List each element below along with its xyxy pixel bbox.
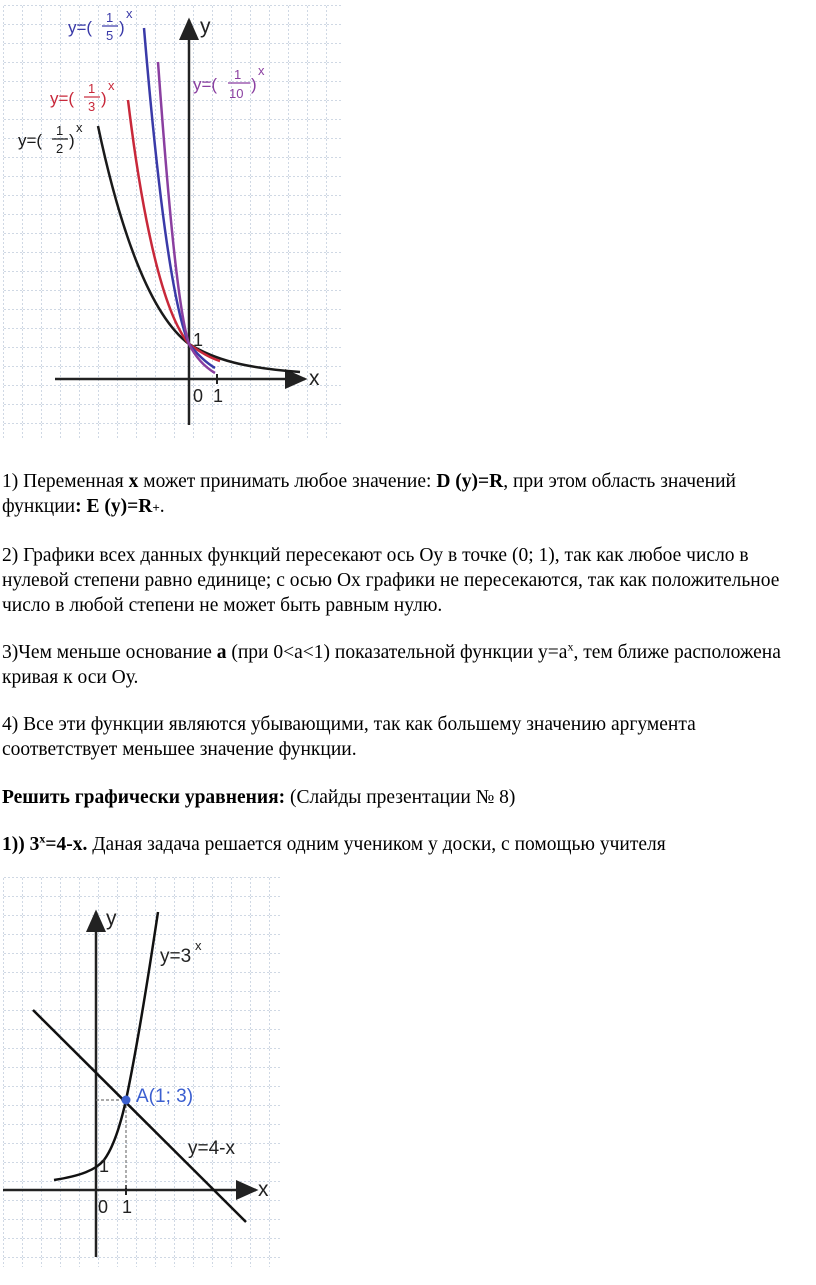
paragraph-4: 4) Все эти функции являются убывающими, так как большему значению аргумента соответствует меньшее значение функции. bbox=[2, 714, 696, 760]
svg-text:x: x bbox=[126, 6, 133, 21]
svg-text:y=(: y=( bbox=[68, 18, 93, 37]
svg-text:): ) bbox=[251, 75, 257, 94]
grid-background bbox=[3, 5, 343, 440]
figure-equation-graph bbox=[0, 872, 285, 1272]
p1-range: : E (y)=R bbox=[75, 496, 153, 517]
point-a bbox=[122, 1096, 131, 1105]
paragraph-3 bbox=[2, 640, 808, 690]
svg-text:): ) bbox=[69, 131, 75, 150]
task-note: Даная задача решается одним учеником у доски, с помощью учителя bbox=[87, 834, 666, 855]
y-axis-label-2: y bbox=[106, 907, 117, 930]
p1-dot: . bbox=[159, 496, 165, 517]
svg-text:y=(: y=( bbox=[50, 89, 75, 108]
equation-exp: x bbox=[39, 831, 46, 846]
task-heading: Решить графически уравнения: bbox=[2, 787, 286, 808]
p3-text-3: , тем ближе расположена кривая к оси Оу. bbox=[2, 642, 781, 688]
tick-x1-label: 1 bbox=[213, 386, 224, 406]
p3-exp: x bbox=[567, 639, 574, 654]
p1-var: x bbox=[128, 471, 139, 492]
p1-domain: D (y)=R bbox=[436, 471, 504, 492]
p1-text-2: может принимать любое значение: bbox=[138, 471, 437, 492]
svg-text:1: 1 bbox=[234, 67, 242, 82]
svg-text:1: 1 bbox=[88, 81, 96, 96]
p3-text-2: (при 0<a<1) показательной функции y=a bbox=[226, 642, 568, 663]
equation-rhs: =4-x. bbox=[45, 834, 88, 855]
svg-text:2: 2 bbox=[56, 141, 64, 156]
svg-text:x: x bbox=[76, 120, 83, 135]
x-axis-label: x bbox=[309, 367, 320, 390]
svg-text:x: x bbox=[258, 63, 265, 78]
p1-plus: + bbox=[152, 500, 160, 515]
svg-text:x: x bbox=[195, 938, 202, 953]
svg-text:1: 1 bbox=[106, 10, 114, 25]
svg-text:): ) bbox=[101, 89, 107, 108]
tick-y1-label-2: 1 bbox=[99, 1156, 110, 1176]
paragraph-2: 2) Графики всех данных функций пересекают ось Оу в точке (0; 1), так как любое число в нулевой степени равно единице; с осью Ох графики не пересекаются, так как положительное число в любой степени не может быть равным нулю. bbox=[2, 545, 780, 616]
label-4-minus-x: y=4-x bbox=[188, 1138, 235, 1159]
origin-label-2: 0 bbox=[98, 1197, 109, 1217]
svg-text:1: 1 bbox=[56, 123, 64, 138]
task-slides-note: (Слайды презентации № 8) bbox=[285, 787, 516, 808]
svg-text:y=(: y=( bbox=[193, 75, 218, 94]
svg-text:10: 10 bbox=[229, 86, 244, 101]
tick-x1-label-2: 1 bbox=[122, 1197, 133, 1217]
tick-y1-label: 1 bbox=[193, 330, 204, 350]
p1-text: 1) Переменная bbox=[2, 471, 129, 492]
figure-exponential-decreasing bbox=[0, 0, 345, 442]
origin-label: 0 bbox=[193, 386, 204, 406]
p1-text-3: , при этом область значений функции bbox=[2, 471, 736, 517]
grid-background-2 bbox=[3, 877, 281, 1267]
x-axis-label-2: x bbox=[258, 1178, 269, 1201]
paragraph-6 bbox=[2, 832, 808, 857]
label-point-a: A(1; 3) bbox=[136, 1086, 194, 1107]
svg-text:x: x bbox=[108, 78, 115, 93]
svg-text:): ) bbox=[119, 18, 125, 37]
svg-text:5: 5 bbox=[106, 28, 114, 43]
y-axis-label: y bbox=[200, 15, 211, 38]
equation-base: 1)) 3 bbox=[2, 834, 40, 855]
svg-text:3: 3 bbox=[88, 99, 96, 114]
svg-text:y=(: y=( bbox=[18, 131, 43, 150]
paragraph-1 bbox=[2, 469, 808, 520]
p3-text: 3)Чем меньше основание bbox=[2, 642, 217, 663]
svg-text:y=3: y=3 bbox=[160, 946, 192, 967]
p3-base: а bbox=[216, 642, 227, 663]
paragraph-5 bbox=[2, 785, 808, 810]
